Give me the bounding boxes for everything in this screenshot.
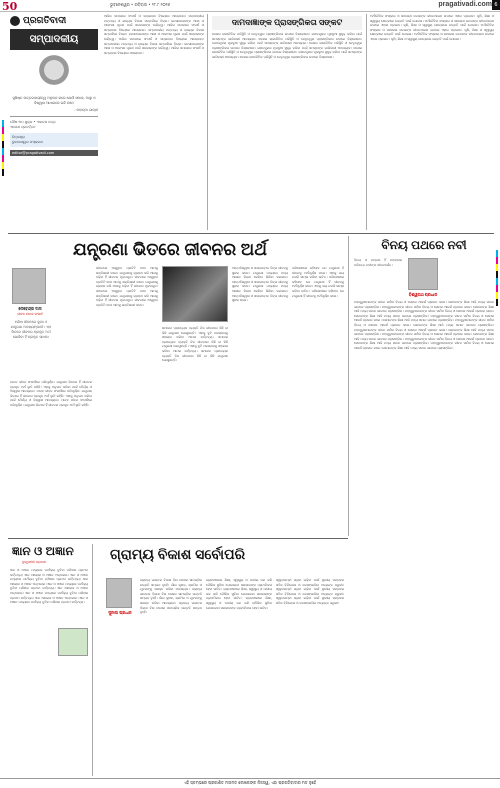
- lower-left-headline: ଜ୍ଞାନ ଓ ଅଜ୍ଞାନ: [12, 544, 74, 558]
- author-caption: ଜୀବନ ନାମକ ସଂଘର୍ଷ: [17, 312, 43, 316]
- lotus-logo: [58, 628, 88, 656]
- lower-main-col-3: ସ୍ୱାବଲମ୍ବୀ ଗ୍ରାମ ଗଢ଼ିବା ପାଇଁ ସ୍ଥାନୀୟ ସମ୍ବଳର ସଠିକ ବିନିଯୋଗ ଓ ଜନସହଭାଗିତା ଅତ୍ୟନ୍ତ ଜରୁରୀ। ସ୍ୱାବଲମ୍ବୀ ଗ୍ରାମ ଗଢ଼ିବା ପାଇଁ ସ୍ଥାନୀୟ ସମ୍ବଳର ସଠିକ ବିନିଯୋଗ ଓ ଜନସହଭାଗିତା ଅତ୍ୟନ୍ତ ଜରୁରୀ। ସ୍ୱାବଲମ୍ବୀ ଗ୍ରାମ ଗଢ଼ିବା ପାଇଁ ସ୍ଥାନୀୟ ସମ୍ବଳର ସଠିକ ବିନିଯୋଗ ଓ ଜନସହଭାଗିତା ଅତ୍ୟନ୍ତ ଜରୁରୀ।: [276, 578, 344, 605]
- editorial-banner: ସମ୍ପାଦକୀୟ: [10, 29, 98, 50]
- side-headline: ବିନୟ ପଥରେ ନବୀ: [381, 238, 467, 252]
- side-intro: ବିନୟ ଓ ନମ୍ରତା ହିଁ ମହାନତାର ପରିଚୟ। ନବୀଙ୍କ ଜୀବନଦର୍ଶନ।: [354, 258, 402, 267]
- lower-author-name: ସୁନୀଲ ପ୍ରଧାନ: [108, 610, 132, 615]
- top-article-col-3: ଅର୍ଥନୈତିକ ସଂସ୍କାର ଓ ସାଧାରଣ ଜନତାଙ୍କ ଜୀବନଧାରଣ ଉପରେ ଏହାର ପ୍ରଭାବ। କୃଷି, ଶିକ୍ଷା ଓ ସ୍ୱାସ୍ଥ୍ୟ କ୍ଷେତ୍ରରେ ଉନ୍ନତି ପାଇଁ ଯୋଜନା। ଅର୍ଥନୈତିକ ସଂସ୍କାର ଓ ସାଧାରଣ ଜନତାଙ୍କ ଜୀବନଧାରଣ ଉପରେ ଏହାର ପ୍ରଭାବ। କୃଷି, ଶିକ୍ଷା ଓ ସ୍ୱାସ୍ଥ୍ୟ କ୍ଷେତ୍ରରେ ଉନ୍ନତି ପାଇଁ ଯୋଜନା। ଅର୍ଥନୈତିକ ସଂସ୍କାର ଓ ସାଧାରଣ ଜନତାଙ୍କ ଜୀବନଧାରଣ ଉପରେ ଏହାର ପ୍ରଭାବ। କୃଷି, ଶିକ୍ଷା ଓ ସ୍ୱାସ୍ଥ୍ୟ କ୍ଷେତ୍ରରେ ଉନ୍ନତି ପାଇଁ ଯୋଜନା। ଅର୍ଥନୈତିକ ସଂସ୍କାର ଓ ସାଧାରଣ ଜନତାଙ୍କ ଜୀବନଧାରଣ ଉପରେ ଏହାର ପ୍ରଭାବ। କୃଷି, ଶିକ୍ଷା ଓ ସ୍ୱାସ୍ଥ୍ୟ କ୍ଷେତ୍ରରେ ଉନ୍ନତି ପାଇଁ ଯୋଜନା।: [370, 14, 494, 41]
- section-divider: [8, 538, 348, 539]
- column-divider: [366, 14, 367, 230]
- author-name: ଦେବେନ୍ଦ୍ର ଦାସ: [18, 306, 42, 311]
- info-line-2: ଏକୋଶ ପ୍ରବର୍ତ୍ତନ: [10, 125, 36, 129]
- lower-left-author: ବୁଦ୍ଧିଜୀବୀ ପ୍ରଧାନ: [22, 560, 46, 564]
- gandhi-portrait: [32, 54, 76, 94]
- page-footer: ଏହି ସ୍ତମ୍ଭରେ ପ୍ରକାଶିତ ମତାମତ ଲେଖକଙ୍କ ନିଜସ୍ୱ, ଏହା ପ୍ରଗତିବାଦୀର ମତ ନୁହେଁ: [0, 778, 500, 785]
- color-registration-bar-left: [2, 120, 4, 176]
- date-line: ଭୁବନେଶ୍ୱର • ରବିବାର • ୨୮.୮.୨୦୧୬: [110, 2, 171, 7]
- column-divider: [348, 236, 349, 536]
- top-article-col-2: ଦେଶର ରାଜନୈତିକ ପରିସ୍ଥିତି ଓ ନେତୃତ୍ୱର ପ୍ରାସଙ୍ଗିକତା ଉପରେ ବିଶ୍ଳେଷଣ। ଗଣତନ୍ତ୍ରର ମୂଳଦୁଆ ସୁଦୃଢ଼ କରିବା ପାଇଁ ସମସ୍ତଙ୍କ ଭାଗିଦାରୀ ଆବଶ୍ୟକ। ଦେଶର ରାଜନୈତିକ ପରିସ୍ଥିତି ଓ ନେତୃତ୍ୱର ପ୍ରାସଙ୍ଗିକତା ଉପରେ ବିଶ୍ଳେଷଣ। ଗଣତନ୍ତ୍ରର ମୂଳଦୁଆ ସୁଦୃଢ଼ କରିବା ପାଇଁ ସମସ୍ତଙ୍କ ଭାଗିଦାରୀ ଆବଶ୍ୟକ। ଦେଶର ରାଜନୈତିକ ପରିସ୍ଥିତି ଓ ନେତୃତ୍ୱର ପ୍ରାସଙ୍ଗିକତା ଉପରେ ବିଶ୍ଳେଷଣ। ଗଣତନ୍ତ୍ରର ମୂଳଦୁଆ ସୁଦୃଢ଼ କରିବା ପାଇଁ ସମସ୍ତଙ୍କ ଭାଗିଦାରୀ ଆବଶ୍ୟକ। ଦେଶର ରାଜନୈତିକ ପରିସ୍ଥିତି ଓ ନେତୃତ୍ୱର ପ୍ରାସଙ୍ଗିକତା ଉପରେ ବିଶ୍ଳେଷଣ। ଗଣତନ୍ତ୍ରର ମୂଳଦୁଆ ସୁଦୃଢ଼ କରିବା ପାଇଁ ସମସ୍ତଙ୍କ ଭାଗିଦାରୀ ଆବଶ୍ୟକ। ଦେଶର ରାଜନୈତିକ ପରିସ୍ଥିତି ଓ ନେତୃତ୍ୱର ପ୍ରାସଙ୍ଗିକତା ଉପରେ ବିଶ୍ଳେଷଣ।: [212, 32, 362, 59]
- anniversary-logo: 50: [2, 0, 18, 13]
- section-divider: [8, 233, 494, 234]
- side-article-body: ମହାପୁରୁଷମାନଙ୍କ ଜୀବନ ସର୍ବଦା ବିନୟ ଓ ସେବାର ଆଦର୍ଶ ପ୍ରଦାନ କରେ। ସେମାନଙ୍କ ଶିକ୍ଷା ଆଜି ମଧ୍ୟ ସମାନ ଭାବରେ ପ୍ରାସଙ୍ଗିକ। ମହାପୁରୁଷମାନଙ୍କ ଜୀବନ ସର୍ବଦା ବିନୟ ଓ ସେବାର ଆଦର୍ଶ ପ୍ରଦାନ କରେ। ସେମାନଙ୍କ ଶିକ୍ଷା ଆଜି ମଧ୍ୟ ସମାନ ଭାବରେ ପ୍ରାସଙ୍ଗିକ। ମହାପୁରୁଷମାନଙ୍କ ଜୀବନ ସର୍ବଦା ବିନୟ ଓ ସେବାର ଆଦର୍ଶ ପ୍ରଦାନ କରେ। ସେମାନଙ୍କ ଶିକ୍ଷା ଆଜି ମଧ୍ୟ ସମାନ ଭାବରେ ପ୍ରାସଙ୍ଗିକ। ମହାପୁରୁଷମାନଙ୍କ ଜୀବନ ସର୍ବଦା ବିନୟ ଓ ସେବାର ଆଦର୍ଶ ପ୍ରଦାନ କରେ। ସେମାନଙ୍କ ଶିକ୍ଷା ଆଜି ମଧ୍ୟ ସମାନ ଭାବରେ ପ୍ରାସଙ୍ଗିକ। ମହାପୁରୁଷମାନଙ୍କ ଜୀବନ ସର୍ବଦା ବିନୟ ଓ ସେବାର ଆଦର୍ଶ ପ୍ରଦାନ କରେ। ସେମାନଙ୍କ ଶିକ୍ଷା ଆଜି ମଧ୍ୟ ସମାନ ଭାବରେ ପ୍ରାସଙ୍ଗିକ। ମହାପୁରୁଷମାନଙ୍କ ଜୀବନ ସର୍ବଦା ବିନୟ ଓ ସେବାର ଆଦର୍ଶ ପ୍ରଦାନ କରେ। ସେମାନଙ୍କ ଶିକ୍ଷା ଆଜି ମଧ୍ୟ ସମାନ ଭାବରେ ପ୍ରାସଙ୍ଗିକ। ମହାପୁରୁଷମାନଙ୍କ ଜୀବନ ସର୍ବଦା ବିନୟ ଓ ସେବାର ଆଦର୍ଶ ପ୍ରଦାନ କରେ। ସେମାନଙ୍କ ଶିକ୍ଷା ଆଜି ମଧ୍ୟ ସମାନ ଭାବରେ ପ୍ରାସଙ୍ଗିକ। ମହାପୁରୁଷମାନଙ୍କ ଜୀବନ ସର୍ବଦା ବିନୟ ଓ ସେବାର ଆଦର୍ଶ ପ୍ରଦାନ କରେ। ସେମାନଙ୍କ ଶିକ୍ଷା ଆଜି ମଧ୍ୟ ସମାନ ଭାବରେ ପ୍ରାସଙ୍ଗିକ। ମହାପୁରୁଷମାନଙ୍କ ଜୀବନ ସର୍ବଦା ବିନୟ ଓ ସେବାର ଆଦର୍ଶ ପ୍ରଦାନ କରେ। ସେମାନଙ୍କ ଶିକ୍ଷା ଆଜି ମଧ୍ୟ ସମାନ ଭାବରେ ପ୍ରାସଙ୍ଗିକ।: [354, 300, 494, 350]
- main-article-photo: [162, 266, 228, 322]
- main-headline: ଯନ୍ତ୍ରଣା ଭିତରେ ଜୀବନର ଅର୍ଥ: [73, 240, 267, 259]
- masthead-title: ପ୍ରଗତିବାଦୀ: [23, 15, 67, 25]
- lower-main-headline: ଗ୍ରାମ୍ୟ ବିକାଶ ସର୍ବୋପରି: [110, 546, 246, 562]
- lower-left-body: ଜ୍ଞାନ ଓ ଅଜ୍ଞାନ ମଧ୍ୟରେ ପାର୍ଥକ୍ୟ ବୁଝିବା ମଣିଷର ପ୍ରଥମ କର୍ତ୍ତବ୍ୟ। ଜ୍ଞାନ ଆଲୋକ ଓ ଅଜ୍ଞାନ ଅନ୍ଧକାର। ଜ୍ଞାନ ଓ ଅଜ୍ଞାନ ମଧ୍ୟରେ ପାର୍ଥକ୍ୟ ବୁଝିବା ମଣିଷର ପ୍ରଥମ କର୍ତ୍ତବ୍ୟ। ଜ୍ଞାନ ଆଲୋକ ଓ ଅଜ୍ଞାନ ଅନ୍ଧକାର। ଜ୍ଞାନ ଓ ଅଜ୍ଞାନ ମଧ୍ୟରେ ପାର୍ଥକ୍ୟ ବୁଝିବା ମଣିଷର ପ୍ରଥମ କର୍ତ୍ତବ୍ୟ। ଜ୍ଞାନ ଆଲୋକ ଓ ଅଜ୍ଞାନ ଅନ୍ଧକାର। ଜ୍ଞାନ ଓ ଅଜ୍ଞାନ ମଧ୍ୟରେ ପାର୍ଥକ୍ୟ ବୁଝିବା ମଣିଷର ପ୍ରଥମ କର୍ତ୍ତବ୍ୟ। ଜ୍ଞାନ ଆଲୋକ ଓ ଅଜ୍ଞାନ ଅନ୍ଧକାର। ଜ୍ଞାନ ଓ ଅଜ୍ଞାନ ମଧ୍ୟରେ ପାର୍ଥକ୍ୟ ବୁଝିବା ମଣିଷର ପ୍ରଥମ କର୍ତ୍ତବ୍ୟ।: [10, 568, 88, 605]
- side-author-photo: [408, 258, 438, 290]
- quote-author: - ମହାତ୍ମା ଗାନ୍ଧୀ: [74, 108, 98, 112]
- author-photo: [12, 268, 46, 304]
- editor-name: ଚିନ୍ତାଶ୍ରା: [12, 135, 25, 139]
- top-strip: [0, 0, 500, 12]
- main-article-col-5: ପରିଶେଷରେ କହିହେବ ଯେ ଯନ୍ତ୍ରଣା ହିଁ ଜୀବନକୁ ଅର୍ଥପୂର୍ଣ୍ଣ କରେ। ଏହାକୁ ଭୟ ନକରି ସାମ୍ନା କରିବା ଉଚିତ। ପରିଶେଷରେ କହିହେବ ଯେ ଯନ୍ତ୍ରଣା ହିଁ ଜୀବନକୁ ଅର୍ଥପୂର୍ଣ୍ଣ କରେ। ଏହାକୁ ଭୟ ନକରି ସାମ୍ନା କରିବା ଉଚିତ। ପରିଶେଷରେ କହିହେବ ଯେ ଯନ୍ତ୍ରଣା ହିଁ ଜୀବନକୁ ଅର୍ଥପୂର୍ଣ୍ଣ କରେ।: [292, 266, 344, 298]
- top-article-col-1: ଆଜିର ସମାଜରେ ସଂଘର୍ଷ ଓ ସମ୍ଭାବନା ବିଷୟରେ ଆଲୋଚନା। ସମ୍ପାଦକୀୟ ମନ୍ତବ୍ୟ ଓ ରାଜ୍ୟର ବିକାଶ ସମ୍ପର୍କରେ ବିଚାର। ଜନସାଧାରଣଙ୍କ ଆଶା ଓ ଆକାଂକ୍ଷା ପୂରଣ ପାଇଁ ସରକାରଙ୍କ ଦାୟିତ୍ୱ। ଆଜିର ସମାଜରେ ସଂଘର୍ଷ ଓ ସମ୍ଭାବନା ବିଷୟରେ ଆଲୋଚନା। ସମ୍ପାଦକୀୟ ମନ୍ତବ୍ୟ ଓ ରାଜ୍ୟର ବିକାଶ ସମ୍ପର୍କରେ ବିଚାର। ଜନସାଧାରଣଙ୍କ ଆଶା ଓ ଆକାଂକ୍ଷା ପୂରଣ ପାଇଁ ସରକାରଙ୍କ ଦାୟିତ୍ୱ। ଆଜିର ସମାଜରେ ସଂଘର୍ଷ ଓ ସମ୍ଭାବନା ବିଷୟରେ ଆଲୋଚନା। ସମ୍ପାଦକୀୟ ମନ୍ତବ୍ୟ ଓ ରାଜ୍ୟର ବିକାଶ ସମ୍ପର୍କରେ ବିଚାର। ଜନସାଧାରଣଙ୍କ ଆଶା ଓ ଆକାଂକ୍ଷା ପୂରଣ ପାଇଁ ସରକାରଙ୍କ ଦାୟିତ୍ୱ। ଆଜିର ସମାଜରେ ସଂଘର୍ଷ ଓ ସମ୍ଭାବନା ବିଷୟରେ ଆଲୋଚନା।: [104, 14, 204, 55]
- main-article-col-2: ଜୀବନରେ ଆସୁଥିବା ପ୍ରତିଟି ବାଧା ଆମକୁ ଶକ୍ତିଶାଳୀ କରେ। ଯନ୍ତ୍ରଣାକୁ ଗ୍ରହଣ କରି ଆଗକୁ ବଢ଼ିବା ହିଁ ଜୀବନର ମୂଳମନ୍ତ୍ର। ଜୀବନରେ ଆସୁଥିବା ପ୍ରତିଟି ବାଧା ଆମକୁ ଶକ୍ତିଶାଳୀ କରେ। ଯନ୍ତ୍ରଣାକୁ ଗ୍ରହଣ କରି ଆଗକୁ ବଢ଼ିବା ହିଁ ଜୀବନର ମୂଳମନ୍ତ୍ର। ଜୀବନରେ ଆସୁଥିବା ପ୍ରତିଟି ବାଧା ଆମକୁ ଶକ୍ତିଶାଳୀ କରେ। ଯନ୍ତ୍ରଣାକୁ ଗ୍ରହଣ କରି ଆଗକୁ ବଢ଼ିବା ହିଁ ଜୀବନର ମୂଳମନ୍ତ୍ର। ଜୀବନରେ ଆସୁଥିବା ପ୍ରତିଟି ବାଧା ଆମକୁ ଶକ୍ତିଶାଳୀ କରେ।: [96, 266, 158, 307]
- edition-name: ଭୁବନେଶ୍ୱର ସଂସ୍କରଣ: [12, 140, 43, 144]
- top-middle-headline: ଦାମଦାଜ୍ଞାଙ୍କ ପ୍ରାସଙ୍ଗିକତା ସଙ୍କଟ: [212, 16, 362, 30]
- page-number: 6: [492, 0, 500, 10]
- lower-main-col-2: ଗ୍ରାମାଞ୍ଚଳରେ ଶିକ୍ଷା, ସ୍ୱାସ୍ଥ୍ୟ ଓ ପାନୀୟ ଜଳ ଭଳି ମୌଳିକ ସୁବିଧା ଯୋଗାଇବା ସରକାରଙ୍କ ପ୍ରାଥମିକତା ହେବା ଉଚିତ। ଗ୍ରାମାଞ୍ଚଳରେ ଶିକ୍ଷା, ସ୍ୱାସ୍ଥ୍ୟ ଓ ପାନୀୟ ଜଳ ଭଳି ମୌଳିକ ସୁବିଧା ଯୋଗାଇବା ସରକାରଙ୍କ ପ୍ରାଥମିକତା ହେବା ଉଚିତ। ଗ୍ରାମାଞ୍ଚଳରେ ଶିକ୍ଷା, ସ୍ୱାସ୍ଥ୍ୟ ଓ ପାନୀୟ ଜଳ ଭଳି ମୌଳିକ ସୁବିଧା ଯୋଗାଇବା ସରକାରଙ୍କ ପ୍ରାଥମିକତା ହେବା ଉଚିତ।: [206, 578, 272, 610]
- editorial-column: [10, 14, 98, 234]
- editor-box: [10, 133, 98, 147]
- color-registration-bar-right: [496, 250, 498, 306]
- main-article-col-4: ଆତ୍ମବିଶ୍ୱାସ ଓ ସକାରାତ୍ମକ ଚିନ୍ତା ଜୀବନକୁ ସୁନ୍ଦର କରେ। ଯନ୍ତ୍ରଣା ମଧ୍ୟରେ ମଧ୍ୟ ଆଶାର କିରଣ ଦେଖିବା ଶିଖିବା ଦରକାର। ଆତ୍ମବିଶ୍ୱାସ ଓ ସକାରାତ୍ମକ ଚିନ୍ତା ଜୀବନକୁ ସୁନ୍ଦର କରେ। ଯନ୍ତ୍ରଣା ମଧ୍ୟରେ ମଧ୍ୟ ଆଶାର କିରଣ ଦେଖିବା ଶିଖିବା ଦରକାର। ଆତ୍ମବିଶ୍ୱାସ ଓ ସକାରାତ୍ମକ ଚିନ୍ତା ଜୀବନକୁ ସୁନ୍ଦର କରେ।: [232, 266, 288, 303]
- lower-main-col-1: ଗ୍ରାମ୍ୟ ଭାରତର ବିକାଶ ବିନା ଦେଶର ସାମଗ୍ରିକ ଉନ୍ନତି ସମ୍ଭବ ନୁହେଁ। ଗାଁର କୃଷକ, ଶ୍ରମିକ ଓ ଯୁବକଙ୍କୁ ସଶକ୍ତ କରିବା ଆବଶ୍ୟକ। ଗ୍ରାମ୍ୟ ଭାରତର ବିକାଶ ବିନା ଦେଶର ସାମଗ୍ରିକ ଉନ୍ନତି ସମ୍ଭବ ନୁହେଁ। ଗାଁର କୃଷକ, ଶ୍ରମିକ ଓ ଯୁବକଙ୍କୁ ସଶକ୍ତ କରିବା ଆବଶ୍ୟକ। ଗ୍ରାମ୍ୟ ଭାରତର ବିକାଶ ବିନା ଦେଶର ସାମଗ୍ରିକ ଉନ୍ନତି ସମ୍ଭବ ନୁହେଁ।: [140, 578, 202, 615]
- main-article-col-1: ମାନବ ଜୀବନ ସଂଘର୍ଷରେ ପରିପୂର୍ଣ୍ଣ। ଯନ୍ତ୍ରଣା ଭିତରେ ହିଁ ଜୀବନର ପ୍ରକୃତ ଅର୍ଥ ଲୁଚି ରହିଛି। ଏହାକୁ ଅନୁଭବ କରିବା ପାଇଁ ଧୈର୍ଯ୍ୟ ଓ ବିଶ୍ୱାସ ଆବଶ୍ୟକ। ମାନବ ଜୀବନ ସଂଘର୍ଷରେ ପରିପୂର୍ଣ୍ଣ। ଯନ୍ତ୍ରଣା ଭିତରେ ହିଁ ଜୀବନର ପ୍ରକୃତ ଅର୍ଥ ଲୁଚି ରହିଛି। ଏହାକୁ ଅନୁଭବ କରିବା ପାଇଁ ଧୈର୍ଯ୍ୟ ଓ ବିଶ୍ୱାସ ଆବଶ୍ୟକ। ମାନବ ଜୀବନ ସଂଘର୍ଷରେ ପରିପୂର୍ଣ୍ଣ। ଯନ୍ତ୍ରଣା ଭିତରେ ହିଁ ଜୀବନର ପ୍ରକୃତ ଅର୍ଥ ଲୁଚି ରହିଛି।: [10, 380, 92, 407]
- site-url[interactable]: pragativadi.com: [438, 1, 492, 8]
- editorial-quote: ସୁଖିଷ୍ଟ ଉତ୍ତରଦାୟୀତ୍ୱ ଅନୁଭବ କରେ ଯେଉଁ ସମାଜ, ଆସ୍ଥା ଓ ବିଶ୍ୱାସ ଆଧାରରେ ଗଢି ଉଠେ: [12, 96, 96, 105]
- masthead: [10, 14, 98, 27]
- paper-logo-icon: [10, 16, 20, 26]
- side-author-name: ବିଶ୍ୱନାଥ ପ୍ରଧାନ: [408, 292, 438, 297]
- column-divider: [92, 544, 93, 776]
- lower-author-photo: [106, 578, 132, 608]
- info-line-1: ପୌଷ ୩୦ ଶୁକ୍ର • ଏକାଦଶ ପତ୍ର: [10, 120, 56, 124]
- pull-quote: ମଣିଷ ଜୀବନରେ ଦୁଃଖ ଓ ଯନ୍ତ୍ରଣା ଅବଶ୍ୟମ୍ଭାବୀ। ଏହା ଭିତରେ ଜୀବନର ପ୍ରକୃତ ଅର୍ଥ ଖୋଜିବା ହିଁ ପ୍ରକୃତ ସାଧନା।: [10, 320, 52, 339]
- email-bar[interactable]: editor@pragativadi.com: [10, 150, 98, 156]
- main-article-col-3: ସମାଜର ପ୍ରତ୍ୟେକ ବ୍ୟକ୍ତି ନିଜ ଜୀବନରେ କିଛି ନା କିଛି ଯନ୍ତ୍ରଣା ଭୋଗୁଛନ୍ତି। ଏହାକୁ ବୁଝି ପରସ୍ପରକୁ ସହାୟତା କରିବା ଆମର କର୍ତ୍ତବ୍ୟ। ସମାଜର ପ୍ରତ୍ୟେକ ବ୍ୟକ୍ତି ନିଜ ଜୀବନରେ କିଛି ନା କିଛି ଯନ୍ତ୍ରଣା ଭୋଗୁଛନ୍ତି। ଏହାକୁ ବୁଝି ପରସ୍ପରକୁ ସହାୟତା କରିବା ଆମର କର୍ତ୍ତବ୍ୟ। ସମାଜର ପ୍ରତ୍ୟେକ ବ୍ୟକ୍ତି ନିଜ ଜୀବନରେ କିଛି ନା କିଛି ଯନ୍ତ୍ରଣା ଭୋଗୁଛନ୍ତି।: [162, 326, 228, 363]
- divider: [10, 116, 98, 117]
- column-divider: [207, 14, 208, 230]
